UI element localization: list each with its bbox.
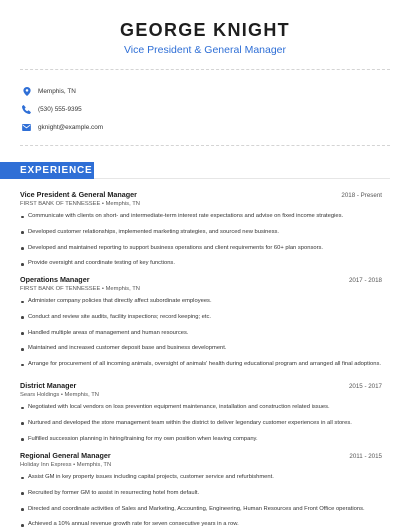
job-entry (20, 275, 382, 377)
contact-email (22, 118, 103, 136)
job-dates: 2018 - Present (341, 192, 382, 199)
job-company: FIRST BANK OF TENNESSEE • Memphis, TN (20, 201, 140, 207)
section-heading-experience: EXPERIENCE (0, 162, 94, 179)
bullet-item: Conduct and review site audits, facility inspections; record keeping; etc. (20, 314, 382, 322)
contact-divider (20, 145, 390, 146)
job-title: Operations Manager (20, 275, 90, 284)
job-dates: 2015 - 2017 (348, 383, 382, 390)
job-entry (20, 190, 382, 276)
location-pin-icon (22, 87, 31, 96)
bullet-item: Handled multiple areas of management and human resources. (20, 330, 382, 338)
bullet-item: Developed and maintained reporting to support business operations and client requirements for 60+ plan sponsors. (20, 245, 382, 253)
job-dates: 2017 - 2018 (348, 277, 382, 284)
job-entry (20, 381, 382, 451)
job-title: Regional General Manager (20, 451, 111, 460)
header-divider (20, 69, 390, 70)
candidate-title: Vice President & General Manager (123, 44, 287, 56)
bullet-item: Recruited by former GM to assist in resurrecting hotel from default. (20, 490, 382, 498)
contact-location (22, 82, 103, 100)
job-company: FIRST BANK OF TENNESSEE • Memphis, TN (20, 286, 140, 292)
contact-list (22, 82, 103, 136)
job-bullets (20, 213, 382, 268)
bullet-item: Maintained and increased customer deposit base and business development. (20, 345, 382, 353)
bullet-item: Nurtured and developed the store management team within the district to deliver legendary customer experiences in all stores. (20, 420, 382, 428)
job-bullets (20, 474, 382, 529)
job-title: Vice President & General Manager (20, 190, 137, 199)
bullet-item: Directed and coordinate activities of Sales and Marketing, Accounting, Engineering, Human Resources and Front Office operations. (20, 506, 382, 514)
job-bullets (20, 404, 382, 443)
job-dates: 2011 - 2015 (349, 453, 382, 460)
contact-phone (22, 100, 103, 118)
bullet-item: Provide oversight and coordinate testing of key functions. (20, 260, 382, 268)
job-bullets (20, 298, 382, 369)
phone-icon (22, 105, 31, 114)
contact-location-text: Memphis, TN (38, 87, 76, 95)
bullet-item: Fulfilled succession planning in hiring/training for my own position when leaving company. (20, 436, 382, 444)
bullet-item: Developed customer relationships, implemented marketing strategies, and sourced new business. (20, 229, 382, 237)
resume-header (0, 0, 410, 57)
bullet-item: Negotiated with local vendors on loss prevention equipment maintenance, installation and construction related issues. (20, 404, 382, 412)
bullet-item: Achieved a 10% annual revenue growth rate for seven consecutive years in a row. (20, 521, 382, 529)
candidate-name: GEORGE KNIGHT (120, 20, 290, 40)
job-company: Sears Holdings • Memphis, TN (20, 392, 99, 398)
bullet-item: Administer company policies that directly affect subordinate employees. (20, 298, 382, 306)
job-entry (20, 451, 382, 530)
job-company: Holiday Inn Express • Memphis, TN (20, 462, 112, 468)
contact-email-text: gknight@example.com (38, 123, 104, 131)
job-title: District Manager (20, 381, 77, 390)
bullet-item: Communicate with clients on short- and intermediate-term interest rate expectations and advise on fixed income strategies. (20, 213, 382, 221)
contact-phone-text: (530) 555-9395 (38, 105, 82, 113)
bullet-item: Arrange for procurement of all incoming animals, oversight of animals' health during educational program and arranged all final adoptions. (20, 361, 382, 369)
bullet-item: Assist GM in key property issues including capital projects, customer service and refurbishment. (20, 474, 382, 482)
email-icon (22, 123, 31, 132)
section-rule (94, 178, 390, 179)
